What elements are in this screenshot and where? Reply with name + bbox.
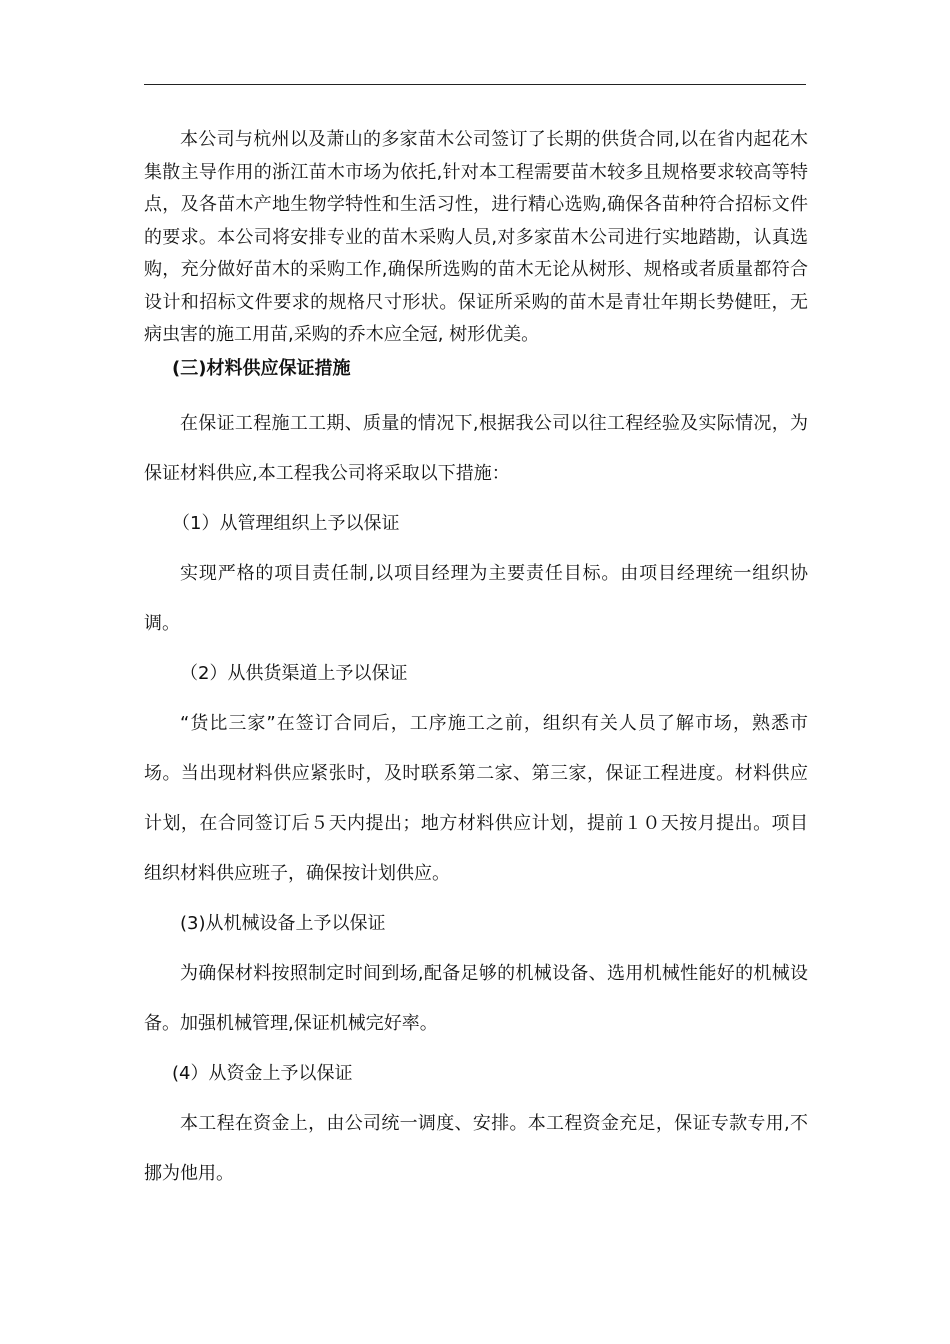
document-body — [144, 124, 808, 1199]
item2-title: （2）从供货渠道上予以保证 — [180, 662, 408, 684]
intro-paragraph: 本公司与杭州以及萧山的多家苗木公司签订了长期的供货合同,以在省内起花木集散主导作用的浙江苗木市场为依托,针对本工程需要苗木较多且规格要求较高等特点，及各苗木产地生物学特性和生活习性，进行精心选购,确保各苗种符合招标文件的要求。本公司将安排专业的苗木采购人员,对多家苗木公司进行实地踏勘，认真选购，充分做好苗木的采购工作,确保所选购的苗木无论从树形、规格或者质量都符合设计和招标文件要求的规格尺寸形状。保证所采购的苗木是青壮年期长势健旺，无病虫害的施工用苗,采购的乔木应全冠, 树形优美。 — [144, 129, 808, 345]
item4-title: (4）从资金上予以保证 — [172, 1062, 353, 1084]
item1-title: （1）从管理组织上予以保证 — [172, 512, 400, 534]
section-heading: (三)材料供应保证措施 — [172, 357, 351, 379]
header-rule — [144, 84, 806, 85]
item2-body: “货比三家”在签订合同后，工序施工之前，组织有关人员了解市场，熟悉市场。当出现材料供应紧张时，及时联系第二家、第三家，保证工程进度。材料供应计划，在合同签订后５天内提出；地方材料供应计划，提前１０天按月提出。项目组织材料供应班子，确保按计划供应。 — [144, 712, 808, 884]
item3-body: 为确保材料按照制定时间到场,配备足够的机械设备、选用机械性能好的机械设备。加强机械管理,保证机械完好率。 — [144, 962, 808, 1034]
item3-title: (3)从机械设备上予以保证 — [180, 912, 386, 934]
item4-body: 本工程在资金上，由公司统一调度、安排。本工程资金充足，保证专款专用,不挪为他用。 — [144, 1112, 808, 1184]
section-intro-paragraph: 在保证工程施工工期、质量的情况下,根据我公司以往工程经验及实际情况，为保证材料供应,本工程我公司将采取以下措施： — [144, 412, 808, 484]
item1-body: 实现严格的项目责任制,以项目经理为主要责任目标。由项目经理统一组织协调。 — [144, 562, 808, 634]
